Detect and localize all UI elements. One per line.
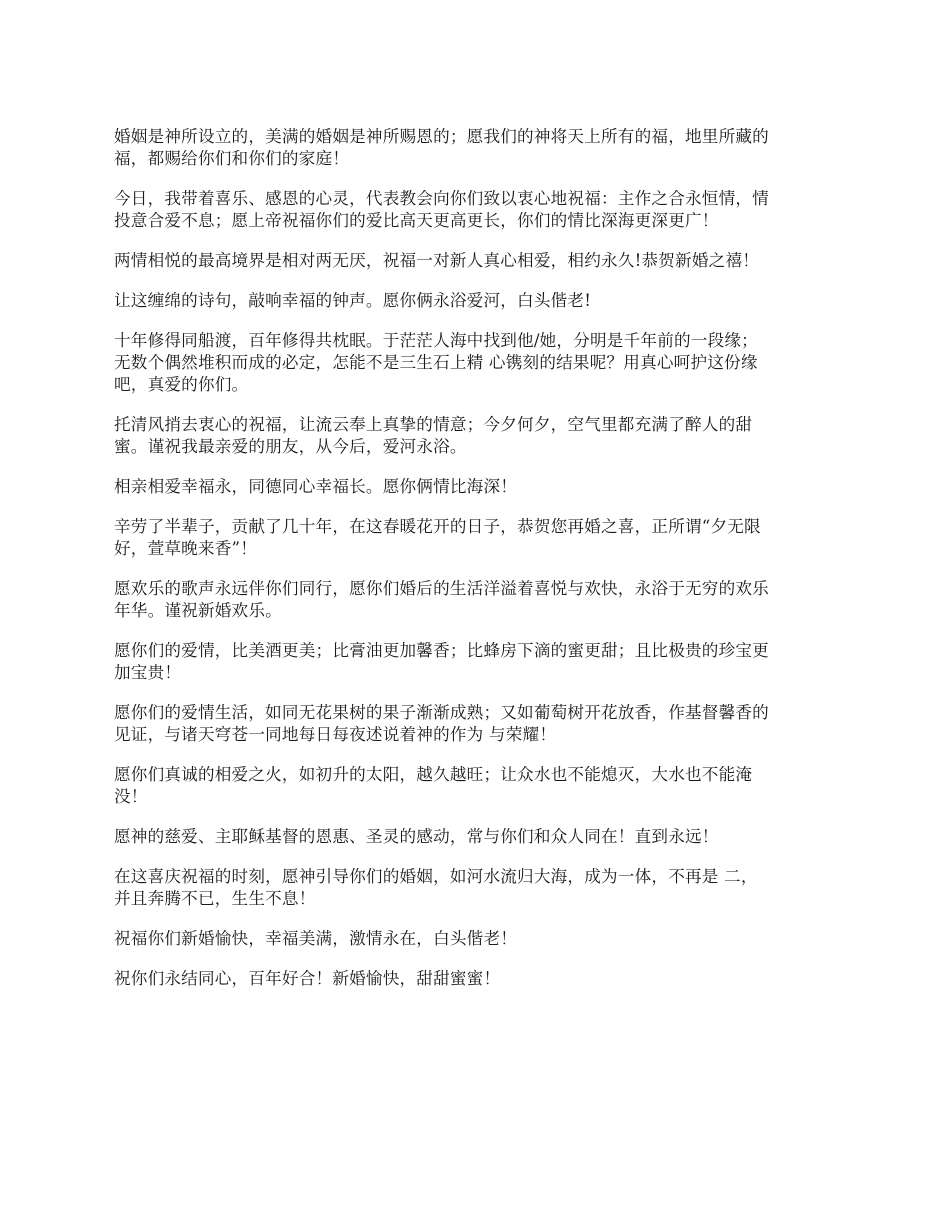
document-body xyxy=(114,126,844,1008)
paragraph-14: 在这喜庆祝福的时刻，愿神引导你们的婚姻，如河水流归大海，成为一体，不再是 二， 并且奔腾不已，生生不息！ xyxy=(114,867,758,908)
paragraph-2: 今日，我带着喜乐、感恩的心灵，代表教会向你们致以衷心地祝福：主作之合永恒情，情 投意合爱不息；愿上帝祝福你们的爱比高天更高更长，你们的情比深海更深更广！ xyxy=(114,189,769,230)
paragraph-6: 托清风捎去衷心的祝福，让流云奉上真挚的情意；今夕何夕，空气里都充满了醉人的甜 蜜。谨祝我最亲爱的朋友，从今后，爱河永浴。 xyxy=(114,415,753,456)
paragraph-16: 祝你们永结同心，百年好合！新婚愉快，甜甜蜜蜜！ xyxy=(114,969,501,988)
paragraph-4: 让这缠绵的诗句，敲响幸福的钟声。愿你俩永浴爱河，白头偕老! xyxy=(114,291,592,310)
paragraph-7: 相亲相爱幸福永，同德同心幸福长。愿你俩情比海深！ xyxy=(114,477,518,496)
paragraph-3: 两情相悦的最高境界是相对两无厌，祝福一对新人真心相爱，相约永久!恭贺新婚之禧！ xyxy=(114,251,760,270)
paragraph-10: 愿你们的爱情，比美酒更美；比膏油更加馨香；比蜂房下滴的蜜更甜；且比极贵的珍宝更 加宝贵！ xyxy=(114,641,769,682)
paragraph-5: 十年修得同船渡，百年修得共枕眠。于茫茫人海中找到他/她，分明是千年前的一段缘； 无数个偶然堆积而成的必定，怎能不是三生石上精 心镌刻的结果呢？用真心呵护这份缘 吧，真爱的你们。 xyxy=(114,331,758,394)
paragraph-8: 辛劳了半辈子，贡献了几十年，在这春暖花开的日子，恭贺您再婚之喜，正所谓“夕无限 好，萱草晚来香”！ xyxy=(114,517,761,558)
paragraph-1: 婚姻是神所设立的，美满的婚姻是神所赐恩的；愿我们的神将天上所有的福，地里所藏的 福，都赐给你们和你们的家庭！ xyxy=(114,127,769,168)
paragraph-9: 愿欢乐的歌声永远伴你们同行，愿你们婚后的生活洋溢着喜悦与欢快，永浴于无穷的欢乐 年华。谨祝新婚欢乐。 xyxy=(114,579,769,620)
paragraph-15: 祝福你们新婚愉快，幸福美满，激情永在，白头偕老！ xyxy=(114,929,518,948)
paragraph-13: 愿神的慈爱、主耶稣基督的恩惠、圣灵的感动，常与你们和众人同在！直到永远！ xyxy=(114,827,719,846)
paragraph-12: 愿你们真诚的相爱之火，如初升的太阳，越久越旺；让众水也不能熄灭，大水也不能淹 没！ xyxy=(114,765,753,806)
paragraph-11: 愿你们的爱情生活，如同无花果树的果子渐渐成熟；又如葡萄树开花放香，作基督馨香的 见证，与诸天穹苍一同地每日每夜述说着神的作为 与荣耀！ xyxy=(114,703,769,744)
